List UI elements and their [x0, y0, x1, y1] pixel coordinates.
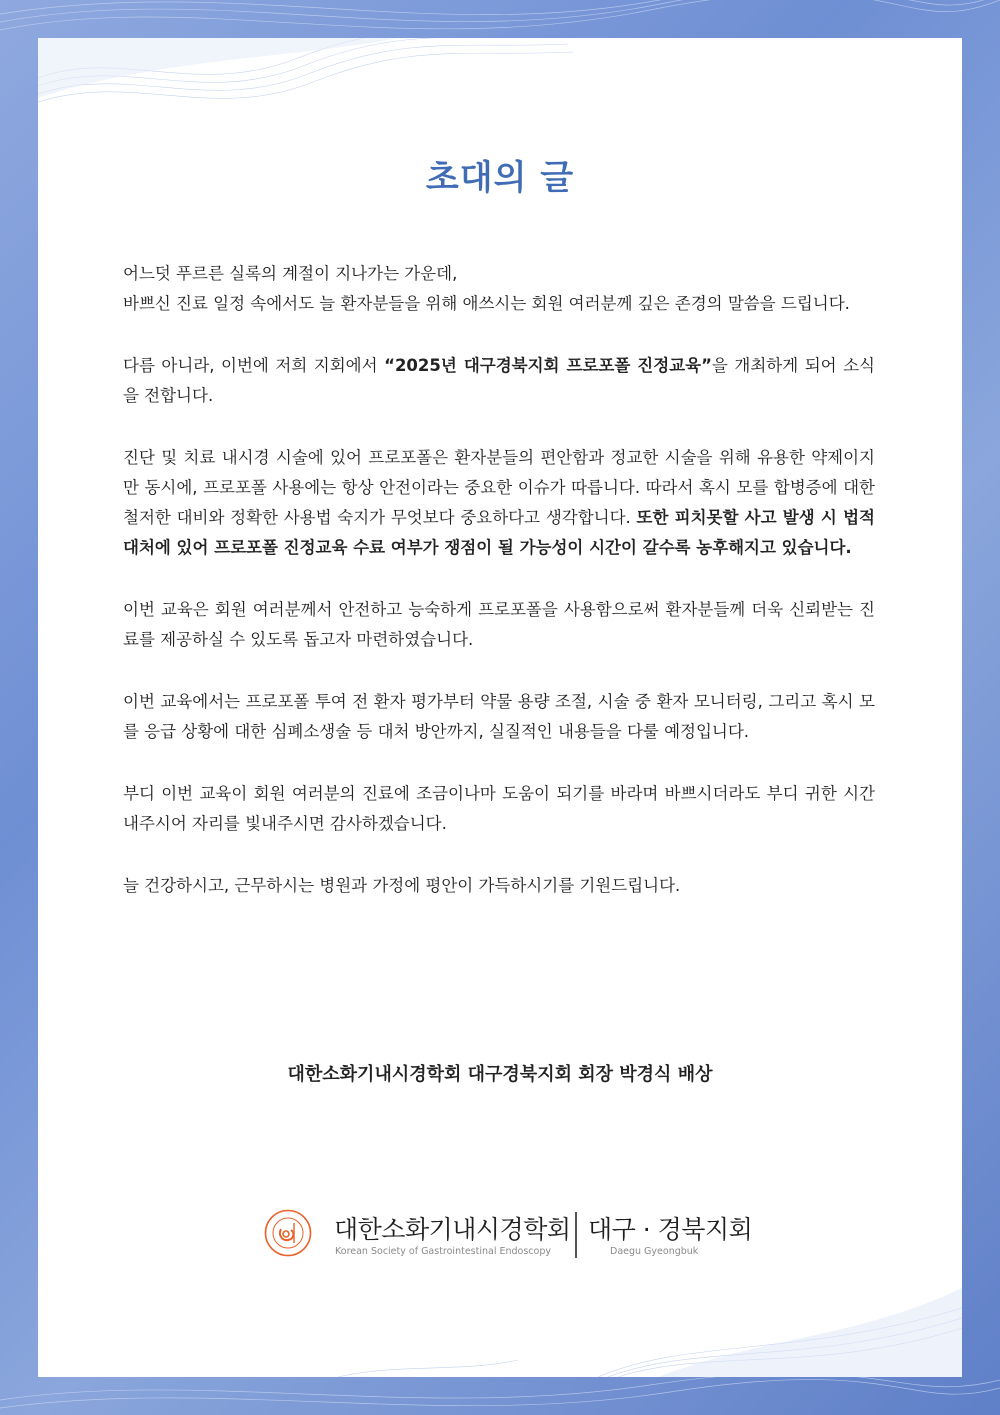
paragraph-purpose: 이번 교육은 회원 여러분께서 안전하고 능숙하게 프로포폴을 사용함으로써 환자분들께 더욱 신뢰받는 진료를 제공하실 수 있도록 돕고자 마련하였습니다.: [123, 600, 875, 649]
letter-paper: [38, 38, 962, 1377]
safety-emphasis: 또한 피치못할 사고 발생 시 법적 대처에 있어 프로포폴 진정교육 수료 여부가 쟁점이 될 가능성이 시간이 갈수록 농후해지고 있습니다.: [123, 508, 875, 557]
greeting-line-1: 어느덧 푸르른 실록의 계절이 지나가는 가운데,: [123, 264, 458, 283]
event-title: “2025년 대구경북지회 프로포폴 진정교육”: [384, 356, 712, 375]
greeting-line-2: 바쁘신 진료 일정 속에서도 늘 환자분들을 위해 애쓰시는 회원 여러분께 깊은 존경의 말씀을 드립니다.: [123, 294, 850, 313]
society-logo: [264, 1206, 753, 1268]
announcement-text: 다름 아니라, 이번에 저희 지회에서: [123, 356, 385, 375]
announcement-text-end: 을 개최하게 되어 소식을 전합니다.: [123, 356, 875, 405]
letter-body: [123, 259, 875, 901]
paragraph-closing: 늘 건강하시고, 근무하시는 병원과 가정에 평안이 가득하시기를 기원드립니다.: [123, 876, 681, 895]
society-name-korean: 대한소화기내시경학회: [334, 1215, 571, 1244]
paragraph-announcement: [123, 351, 875, 411]
safety-text: 진단 및 치료 내시경 시술에 있어 프로포폴은 환자분들의 편안함과 정교한 시술을 위해 유용한 약제이지만 동시에, 프로포폴 사용에는 항상 안전이라는 중요한 이슈가 따릅니다. 따라서 혹시 모를 합병증에 대한 철저한 대비와 정확한 사용법 숙지가 무엇보다 중요하다고 생각합니다.: [123, 448, 875, 527]
paragraph-invitation: 부디 이번 교육이 회원 여러분의 진료에 조금이나마 도움이 되기를 바라며 바쁘시더라도 부디 귀한 시간 내주시어 자리를 빛내주시면 감사하겠습니다.: [123, 784, 875, 833]
society-name-english: Korean Society of Gastrointestinal Endoscopy: [335, 1246, 551, 1257]
logo-divider: [575, 1212, 577, 1258]
paragraph-contents: 이번 교육에서는 프로포폴 투여 전 환자 평가부터 약물 용량 조절, 시술 중 환자 모니터링, 그리고 혹시 모를 응급 상황에 대한 심폐소생술 등 대처 방안까지, 실질적인 내용들을 다룰 예정입니다.: [123, 692, 875, 741]
society-emblem-icon: [264, 1209, 312, 1257]
branch-name-english: Daegu Gyeongbuk: [610, 1246, 699, 1257]
signature: 대한소화기내시경학회 대구경북지회 회장 박경식 배상: [287, 1064, 713, 1085]
branch-name-korean: 대구 · 경북지회: [588, 1215, 753, 1244]
page-title: 초대의 글: [425, 158, 575, 198]
paragraph-propofol-safety: [123, 443, 875, 563]
paragraph-greeting: [123, 259, 875, 319]
